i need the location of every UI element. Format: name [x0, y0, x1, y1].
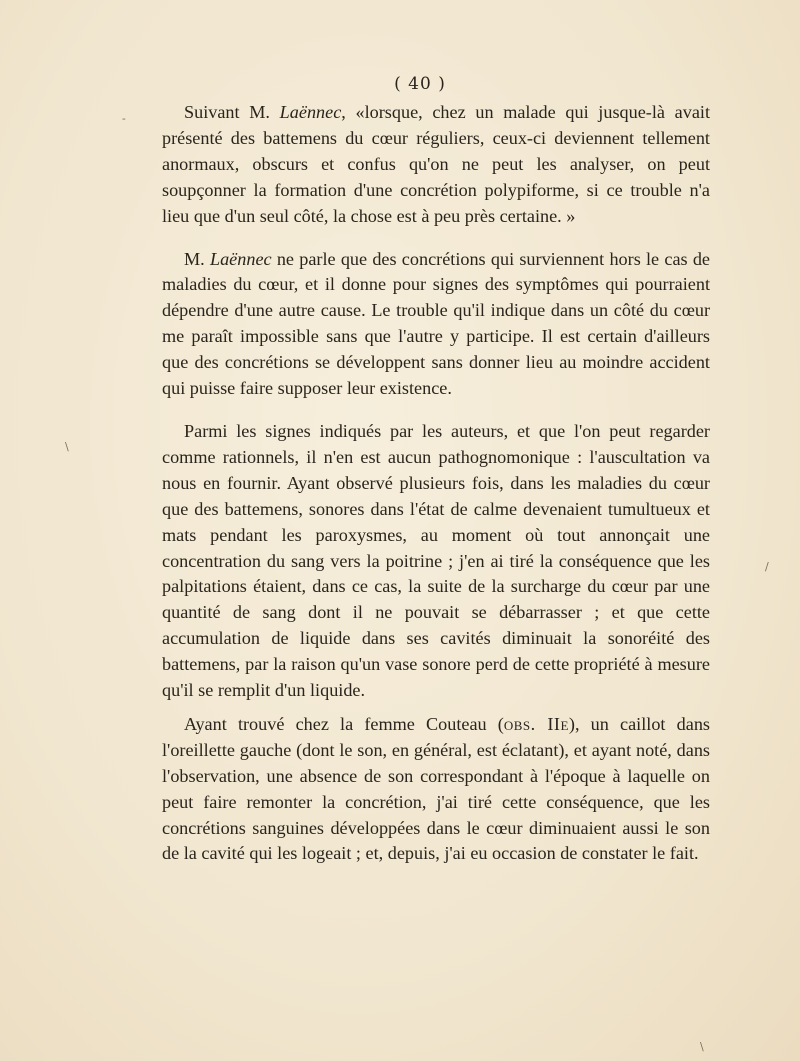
paragraph-2-post: ne parle que des concrétions qui surviennent hors le cas de maladies du cœur, et il donne pour signes des symptômes qui pourraient dépendre d'une autre cause. Le trouble qu'il indique dans un côté du cœur me paraît impossible sans que l'autre y participe. Il est certain d'ailleurs que des concrétions se développent sans donner lieu au moindre accident qui puisse faire supposer leur existence.: [162, 248, 710, 399]
author-name-laennec: Laënnec: [209, 248, 272, 269]
author-name-laennec: Laënnec: [279, 102, 342, 122]
paragraph-4-post: ), un caillot dans l'oreillette gauche (dont le son, en général, est éclatant), et ayant noté, dans l'observation, une absence de son correspondant à l'époque à laquelle on peut faire remonter la concrétion, j'ai tiré cette conséquence, que les concrétions sanguines développées dans le cœur diminuaient aussi le son de la cavité qui les logeait ; et, depuis, j'ai eu occasion de constater le fait.: [162, 713, 710, 864]
paragraph-2-pre: M.: [184, 248, 210, 269]
paragraph-4: [162, 712, 710, 867]
paragraph-3: Parmi les signes indiqués par les auteurs, et que l'on peut regarder comme rationnels, il n'en est aucun pathognomonique : l'auscultation va nous en fournir. Ayant observé plusieurs fois, dans les maladies du cœur que des battemens, sonores dans l'état de calme devenaient tumultueux et mats pendant les paroxysmes, au moment où tout annonçait une concentration du sang vers la poitrine ; j'en ai tiré la conséquence que les palpitations étaient, dans ce cas, la suite de la surcharge du cœur par une quantité de sang dont il ne pouvait se débarrasser ; et que cette accumulation de liquide dans ses cavités diminuait la sonoréité des battemens, par la raison qu'un vase sonore perd de cette propriété à mesure qu'il se remplit d'un liquide.: [162, 420, 710, 701]
observation-reference: obs. IIe: [503, 713, 569, 734]
margin-tick-mark: \: [700, 1040, 704, 1053]
paragraph-2: [162, 247, 710, 402]
margin-tick-mark: /: [765, 560, 769, 573]
margin-dash-mark: -: [122, 112, 126, 125]
margin-tick-mark: \: [65, 440, 69, 453]
paragraph-4-pre: Ayant trouvé chez la femme Couteau (: [184, 713, 504, 734]
page-number: ( 40 ): [394, 74, 446, 94]
paragraph-1-pre: Suivant M.: [184, 102, 280, 122]
paragraph-1: [162, 100, 710, 230]
body-text: [162, 100, 710, 867]
paragraph-1-post: , «lorsque, chez un malade qui jusque-là avait présenté des battemens du cœur réguliers, ceux-ci deviennent tellement anormaux, obscurs et confus qu'on ne peut les analyser, on peut soupçonner la formation d'une concrétion polypiforme, si ce trouble n'a lieu que d'un seul côté, la chose est à peu près certaine. »: [162, 102, 710, 226]
